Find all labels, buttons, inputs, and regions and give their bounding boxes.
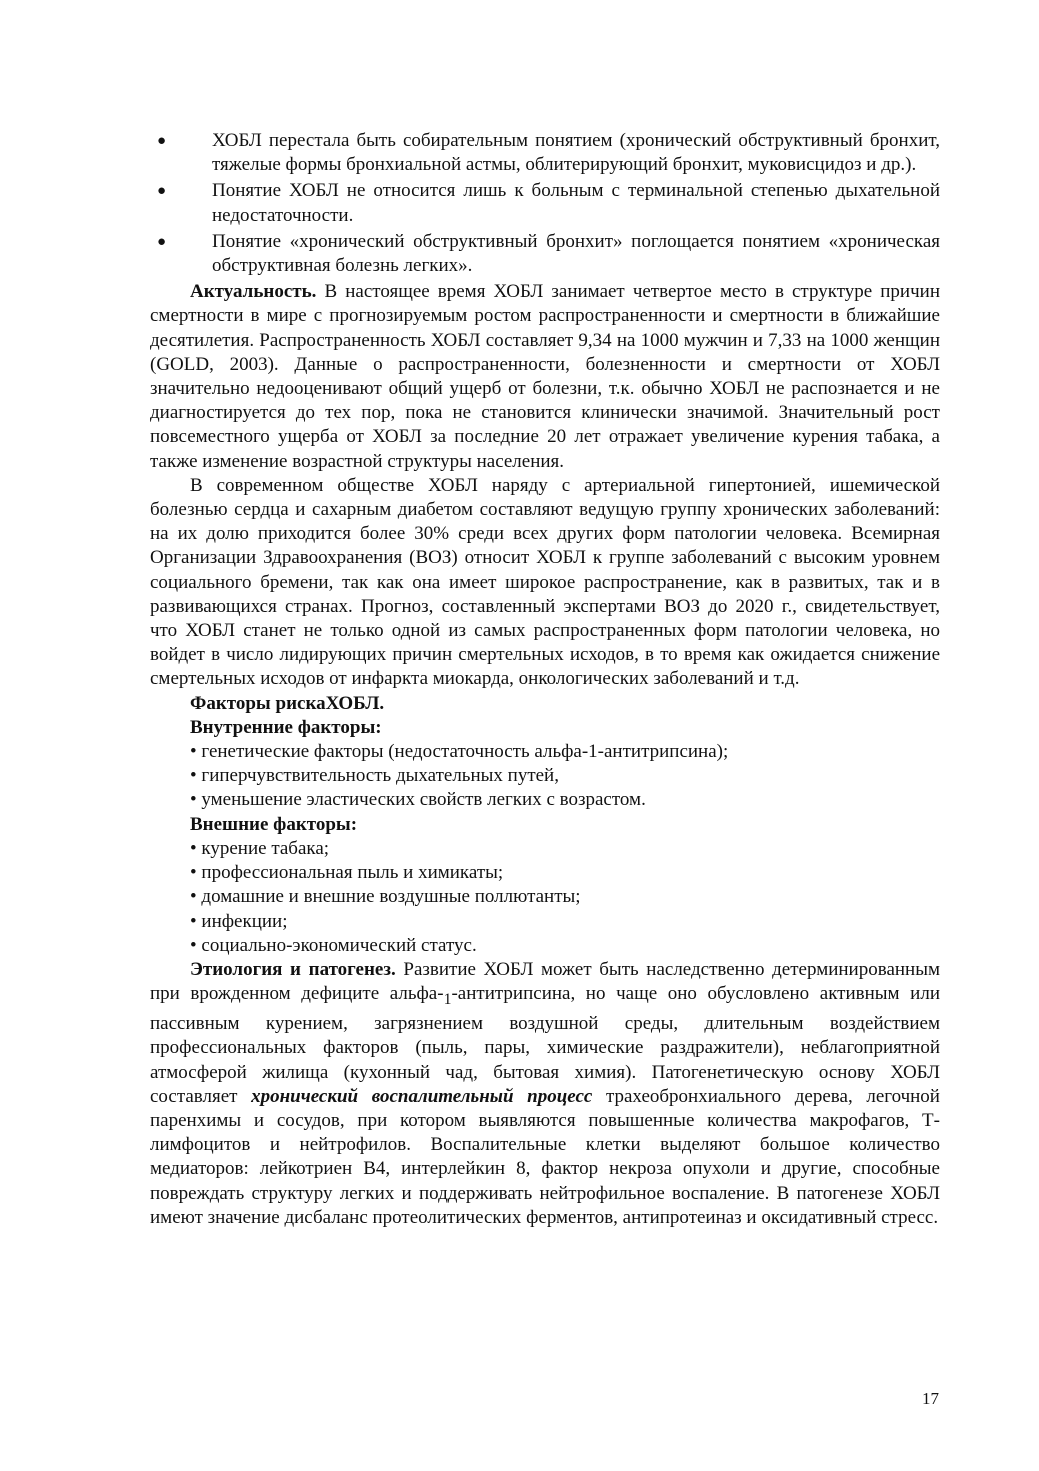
relevance-label: Актуальность.: [190, 281, 317, 303]
internal-factors-heading: Внутренние факторы:: [190, 716, 382, 738]
bullet-dot-icon: ●: [157, 183, 167, 200]
etiology-text-3: трахеобронхиального дерева, легочной паренхимы и сосудов, при котором выявляются повышенные количества макрофагов, Т-лимфоцитов и нейтрофилов. Воспалительные клетки выделяют большое количество медиаторов: лейкотриен В4, интерлейкин 8, фактор некроза опухоли и другие, способные повреждать структуру легких и поддерживать нейтрофильное воспаление. В патогенезе ХОБЛ имеют значение дисбаланс протеолитических ферментов, антипротеиназ и оксидативный стресс.: [150, 1085, 940, 1228]
external-factors-heading: Внешние факторы:: [190, 813, 358, 835]
external-factor-item: • профессиональная пыль и химикаты;: [190, 862, 504, 884]
internal-factor-item: • генетические факторы (недостаточность альфа-1-антитрипсина);: [190, 741, 729, 763]
bullet-item: [157, 129, 940, 177]
internal-factor-item: • уменьшение эластических свойств легких с возрастом.: [190, 789, 646, 811]
etiology-subscript: 1: [443, 990, 452, 1008]
document-page: [150, 129, 940, 1230]
bullet-dot-icon: ●: [157, 233, 167, 250]
page-number: 17: [922, 1389, 939, 1408]
bullet-text: Понятие «хронический обструктивный бронхит» поглощается понятием «хроническая обструктивная болезнь легких».: [212, 230, 940, 277]
etiology-label: Этиология и патогенез.: [190, 958, 396, 980]
bullet-item: [157, 230, 940, 278]
internal-factor-item: • гиперчувствительность дыхательных путей,: [190, 765, 559, 787]
relevance-paragraph: [150, 280, 940, 474]
etiology-text-1: Развитие ХОБЛ может быть наследственно детерминированным при врожденном дефиците альфа-: [150, 958, 940, 1005]
bullet-item: [157, 179, 940, 227]
external-factor-item: • домашние и внешние воздушные поллютанты;: [190, 886, 581, 908]
external-factor-item: • социально-экономический статус.: [190, 934, 477, 956]
etiology-emphasis: хронический воспалительный процесс: [251, 1085, 593, 1107]
bullet-text: ХОБЛ перестала быть собирательным понятием (хронический обструктивный бронхит, тяжелые формы бронхиальной астмы, облитерирующий бронхит, муковисцидоз и др.).: [212, 130, 940, 176]
external-factor-item: • инфекции;: [190, 910, 288, 932]
etiology-text-2: -антитрипсина, но чаще оно обусловлено активным или пассивным курением, загрязнением воздушной среды, длительным воздействием профессиональных факторов (пыль, пары, химические раздражители), неблагоприятной атмосферой жилища (кухонный чад, бытовая химия). Патогенетическую основу ХОБЛ составляет: [150, 983, 940, 1107]
etiology-paragraph: [150, 958, 940, 1230]
bullet-list: [150, 129, 940, 278]
external-factor-item: • курение табака;: [190, 837, 330, 859]
relevance-text: В настоящее время ХОБЛ занимает четвертое место в структуре причин смертности в мире с прогнозируемым ростом распространенности и смертности в ближайшие десятилетия. Распространенность ХОБЛ составляет 9,34 на 1000 мужчин и 7,33 на 1000 женщин (GOLD, 2003). Данные о распространенности, болезненности и смертности от ХОБЛ значительно недооценивают общий ущерб от болезни, т.к. обычно ХОБЛ не распознается и не диагностируется до тех пор, пока не становится клинически значимой. Значительный рост повсеместного ущерба от ХОБЛ за последние 20 лет отражает увеличение курения табака, а также изменение возрастной структуры населения.: [150, 281, 940, 472]
bullet-dot-icon: ●: [157, 133, 167, 149]
modern-society-paragraph: В современном обществе ХОБЛ наряду с артериальной гипертонией, ишемической болезнью сердца и сахарным диабетом составляют ведущую группу хронических заболеваний: на их долю приходится более 30% среди всех других форм патологии человека. Всемирная Организации Здравоохранения (ВОЗ) относит ХОБЛ к группе заболеваний с высоким уровнем социального бремени, так как она имеет широкое распространение, как в развитых, так и в развивающихся странах. Прогноз, составленный экспертами ВОЗ до 2020 г., свидетельствует, что ХОБЛ станет не только одной из самых распространенных форм патологии человека, но войдет в число лидирующих причин смертельных исходов, в то время как ожидается снижение смертельных исходов от инфаркта миокарда, онкологических заболеваний и т.д.: [150, 474, 940, 690]
bullet-text: Понятие ХОБЛ не относится лишь к больным с терминальной степенью дыхательной недостаточности.: [212, 180, 940, 226]
risk-factors-heading: Факторы рискаХОБЛ.: [190, 692, 385, 714]
